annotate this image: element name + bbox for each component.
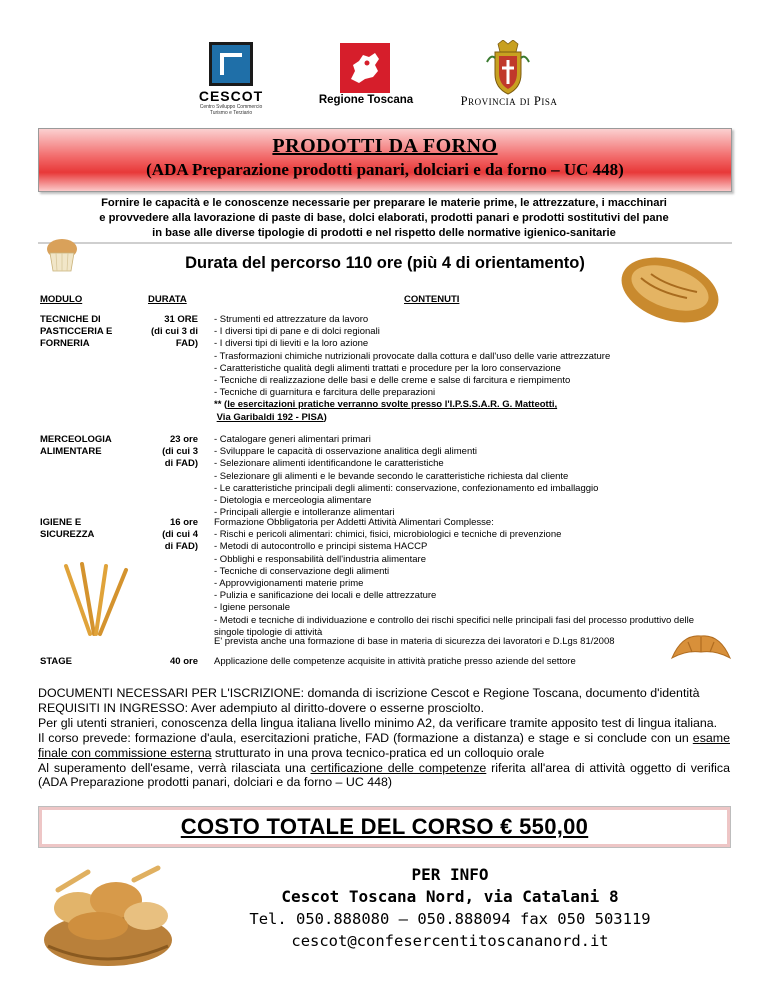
safety-training-note: E' prevista anche una formazione di base in materia di sicurezza dei lavoratori e D.Lgs 81/2008	[214, 636, 615, 647]
module-line: PASTICCERIA E	[40, 326, 113, 338]
content-item: - Approvvigionamenti materie prime	[214, 578, 364, 590]
module-duration	[144, 434, 198, 471]
note-suffix: )	[323, 411, 327, 423]
duration-line: (di cui 3	[162, 446, 198, 458]
content-item: - I diversi tipi di lieviti e la loro azione	[214, 338, 369, 350]
content-item: - Sviluppare le capacità di osservazione analitica degli alimenti	[214, 446, 477, 458]
content-item: - Tecniche di guarnitura e farcitura delle preparazioni	[214, 387, 436, 399]
content-item: - Principali allergie e intolleranze alimentari	[214, 507, 395, 519]
module-name: STAGE	[40, 656, 73, 667]
content-item: - Trasformazioni chimiche nutrizionali provocate dalla cottura e dall'uso delle varie attrezzature	[214, 350, 611, 362]
title-banner	[38, 128, 732, 192]
contact-info	[220, 864, 680, 952]
duration-line: FAD)	[175, 338, 198, 350]
module-name	[40, 434, 140, 458]
note-line-2: Via Garibaldi 192 - PISA	[216, 411, 324, 423]
content-item: - I diversi tipi di pane e di dolci regionali	[214, 326, 380, 338]
header-module: MODULO	[40, 294, 83, 305]
provincia-pisa-name: Provincia di Pisa	[460, 94, 558, 108]
foreign-students: Per gli utenti stranieri, conoscenza della lingua italiana livello minimo A2, da verificare tramite apposito test di lingua italiana.	[38, 715, 718, 730]
text: Il corso prevede: formazione d'aula, esercitazioni pratiche, FAD (formazione a distanza) e stage e si conclude con un	[38, 730, 693, 745]
module-line: SICUREZZA	[40, 529, 95, 541]
module-duration: 40 ore	[170, 656, 198, 667]
content-item: Formazione Obbligatoria per Addetti Attività Alimentari Complesse:	[214, 517, 494, 528]
cescot-logo	[196, 42, 266, 116]
cescot-name: CESCOT	[198, 88, 264, 104]
content-item: - Metodi e tecniche di individuazione e controllo dei rischi specifici nelle principali fasi del processo produttivo delle singole tipologie di attività	[214, 614, 695, 638]
module-line: FORNERIA	[40, 338, 90, 350]
intro-line: e provvedere alla lavorazione di paste di base, dolci elaborati, prodotti panari e prodotti sostitutivi del pane	[99, 212, 669, 224]
text-underlined: esame finale con commissione esterna	[38, 730, 730, 760]
intro-line: Fornire le capacità e le conoscenze necessarie per preparare le materie prime, le attrezzature, i macchinari	[101, 197, 667, 209]
divider	[38, 242, 732, 244]
stage-location-note	[214, 399, 729, 411]
bread-basket-icon	[38, 860, 178, 977]
content-item: - Caratteristiche qualità degli alimenti trattati e procedure per la loro conservazione	[214, 362, 561, 374]
regione-toscana-name: Regione Toscana	[318, 94, 414, 106]
duration-line: di FAD)	[164, 541, 198, 553]
content-item: - Selezionare alimenti identificandone le caratteristiche	[214, 458, 444, 470]
duration-line: 16 ore	[170, 517, 198, 528]
course-duration: Durata del percorso 110 ore (più 4 di orientamento)	[185, 254, 585, 272]
duration-line: (di cui 3 di	[151, 326, 198, 338]
module-name	[40, 517, 140, 541]
course-subtitle: (ADA Preparazione prodotti panari, dolciari e da forno – UC 448)	[146, 160, 624, 179]
duration-line: di FAD)	[164, 458, 198, 470]
content-item: - Strumenti ed attrezzature da lavoro	[214, 314, 369, 325]
cescot-mark-icon	[209, 42, 253, 86]
regione-toscana-logo-icon	[340, 43, 390, 93]
total-cost-box	[38, 806, 731, 848]
muffin-icon	[42, 237, 82, 278]
text: Al superamento dell'esame, verrà rilasciata una	[38, 760, 311, 775]
module-line: ALIMENTARE	[40, 446, 102, 458]
text: riferita all'area di attività oggetto di verifica (ADA Preparazione prodotti panari, dolciari e da forno – UC 448)	[38, 760, 730, 790]
content-item: - Metodi di autocontrollo e principi sistema HACCP	[214, 541, 428, 553]
croissant-icon	[668, 630, 734, 675]
module-line: TECNICHE DI	[40, 314, 101, 325]
stage-location-note-2	[214, 412, 729, 424]
header-duration: DURATA	[148, 294, 187, 305]
module-contents	[214, 314, 729, 424]
info-email[interactable]: cescot@confesercentitoscananord.it	[291, 932, 609, 950]
note-prefix: ** (	[214, 399, 228, 411]
content-item: Applicazione delle competenze acquisite in attività pratiche presso aziende del settore	[214, 656, 576, 667]
entry-requirements: REQUISITI IN INGRESSO: Aver adempiuto al diritto-dovere o esserne prosciolto.	[38, 700, 485, 715]
module-line: MERCEOLOGIA	[40, 434, 112, 445]
course-title: PRODOTTI DA FORNO	[272, 135, 498, 157]
content-item: - Rischi e pericoli alimentari: chimici, fisici, microbiologici e tecniche di prevenzione	[214, 529, 562, 541]
module-name	[40, 314, 140, 351]
duration-line: 23 ore	[170, 434, 198, 445]
cescot-subtitle: Centro Sviluppo Commercio Turismo e Terziario	[199, 104, 263, 116]
module-contents	[214, 517, 729, 639]
total-cost: COSTO TOTALE DEL CORSO € 550,00	[180, 814, 589, 839]
provincia-pisa-crest-icon	[483, 40, 533, 96]
content-item: - Obblighi e responsabilità dell'industria alimentare	[214, 553, 426, 565]
module-contents	[214, 434, 729, 519]
documents-required: DOCUMENTI NECESSARI PER L'ISCRIZIONE: domanda di iscrizione Cescot e Regione Toscana, documento d'identità	[38, 686, 700, 700]
content-item: - Dietologia e merceologia alimentare	[214, 495, 372, 507]
module-duration	[144, 517, 198, 554]
content-item: - Pulizia e sanificazione dei locali e delle attrezzature	[214, 590, 437, 602]
note-line-1: le esercitazioni pratiche verranno svolte presso l'I.P.S.S.A.R. G. Matteotti,	[227, 399, 558, 411]
content-item: - Tecniche di conservazione degli alimenti	[214, 565, 390, 577]
duration-line: 31 ORE	[164, 314, 198, 325]
module-duration	[144, 314, 198, 351]
certification	[38, 761, 730, 791]
text-underlined: certificazione delle competenze	[310, 760, 487, 775]
header-contents: CONTENUTI	[404, 294, 460, 305]
content-item: - Tecniche di realizzazione delle basi e delle creme e salse di farcitura e riempimento	[214, 375, 571, 387]
breadsticks-icon	[60, 560, 140, 645]
course-intro	[48, 196, 720, 241]
content-item: - Catalogare generi alimentari primari	[214, 434, 371, 445]
content-item: - Le caratteristiche principali degli alimenti: conservazione, confezionamento ed imballaggio	[214, 482, 599, 494]
module-line: IGIENE E	[40, 517, 82, 528]
info-phone: Tel. 050.888080 – 050.888094 fax 050 503119	[249, 910, 651, 928]
text: strutturato in una prova tecnico-pratica ed un colloquio orale	[211, 745, 545, 760]
intro-line: in base alle diverse tipologie di prodotti e nel rispetto delle normative igienico-sanitarie	[152, 227, 616, 239]
content-item: - Igiene personale	[214, 602, 291, 614]
duration-line: (di cui 4	[162, 529, 198, 541]
content-item: - Selezionare gli alimenti e le bevande secondo le caratteristiche richiesta dal cliente	[214, 470, 569, 482]
info-heading: PER INFO	[411, 865, 489, 884]
info-organization: Cescot Toscana Nord, via Catalani 8	[281, 887, 619, 906]
course-structure	[38, 731, 730, 761]
enrollment-info	[38, 686, 730, 790]
